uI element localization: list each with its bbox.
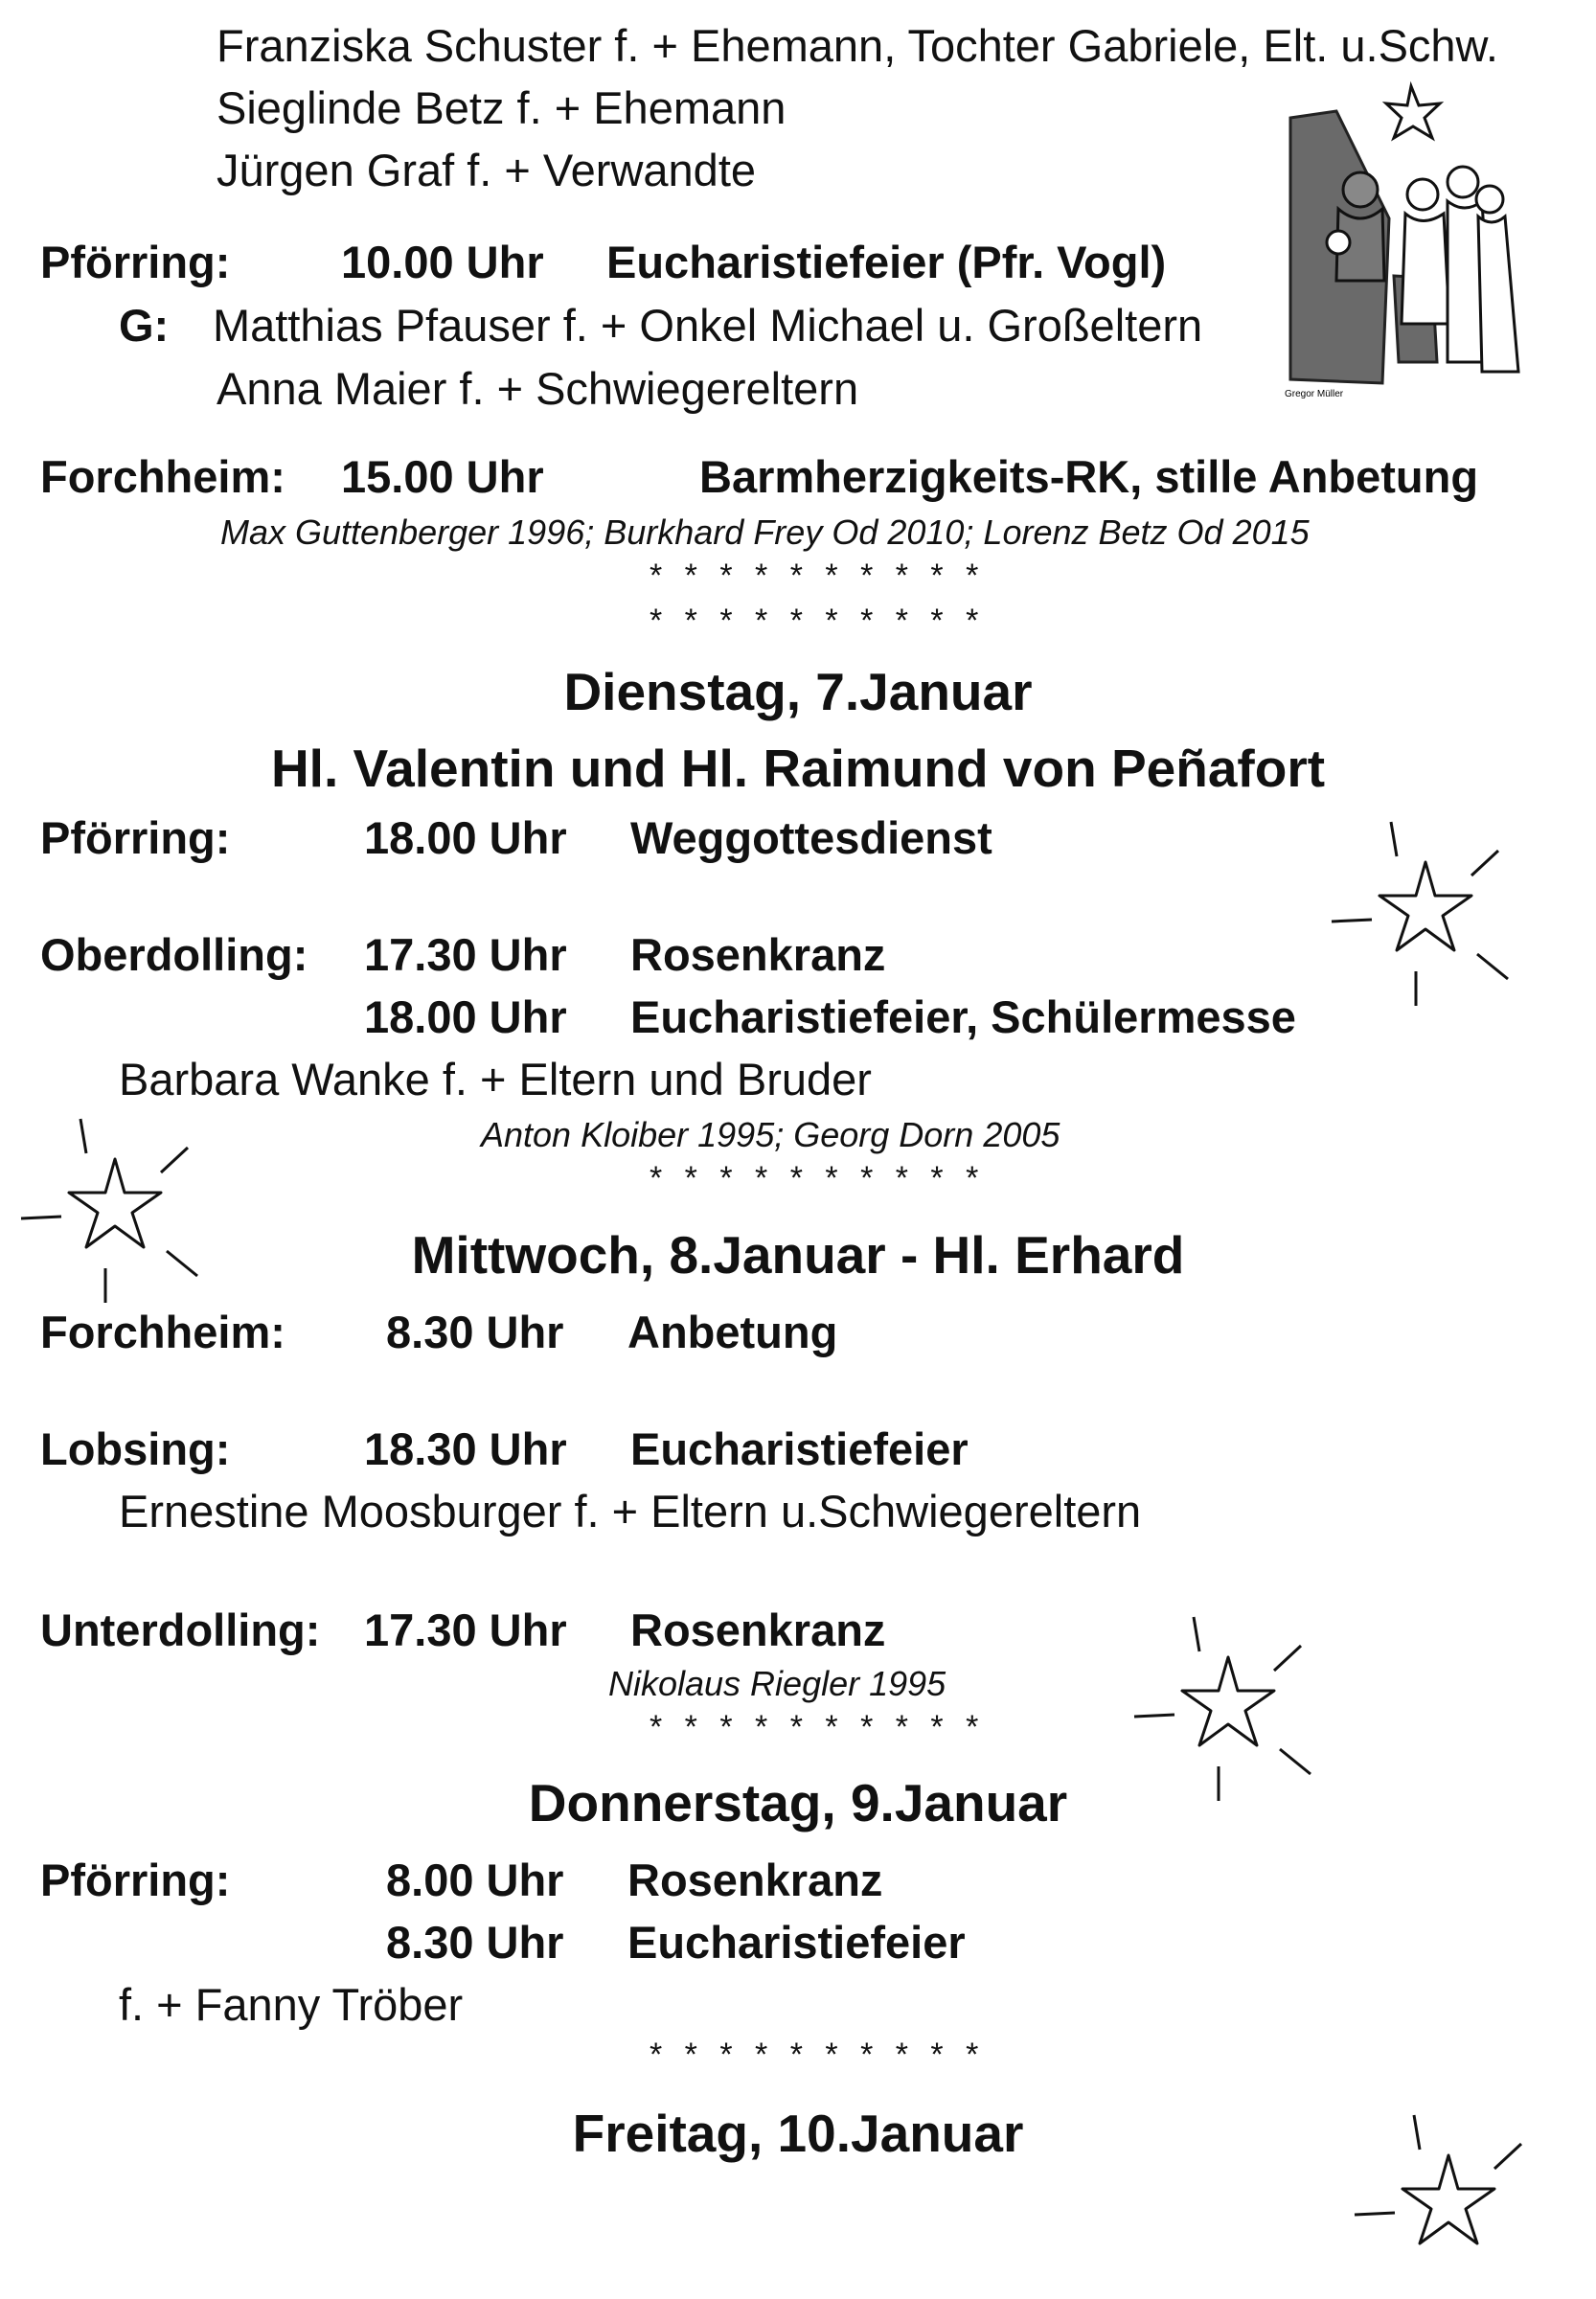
service-name: Eucharistiefeier (Pfr. Vogl) [606, 237, 1167, 287]
intention-line: Franziska Schuster f. + Ehemann, Tochter Gabriele, Elt. u.Schw. [217, 20, 1498, 71]
three-kings-illustration [1279, 75, 1547, 410]
intention-line: Anna Maier f. + Schwiegereltern [217, 363, 859, 414]
service-name: Eucharistiefeier, Schülermesse [630, 991, 1296, 1042]
service-time: 18.30 Uhr [364, 1423, 567, 1474]
place-label: Pförring: [40, 812, 231, 863]
intention-line: Barbara Wanke f. + Eltern und Bruder [119, 1054, 872, 1104]
place-label: Unterdolling: [40, 1605, 321, 1655]
place-label: Forchheim: [40, 1307, 285, 1357]
star-sparkle-icon [1132, 1609, 1314, 1801]
place-label: Pförring: [40, 237, 231, 287]
service-name: Eucharistiefeier [630, 1423, 969, 1474]
service-time: 10.00 Uhr [341, 237, 544, 287]
day-heading: Dienstag, 7.Januar [563, 662, 1033, 721]
star-sparkle-icon [1353, 2107, 1535, 2299]
day-heading: Mittwoch, 8.Januar - Hl. Erhard [411, 1225, 1185, 1285]
day-heading: Donnerstag, 9.Januar [528, 1773, 1068, 1832]
feast-heading: Hl. Valentin und Hl. Raimund von Peñafort [270, 739, 1326, 798]
service-time: 17.30 Uhr [364, 929, 567, 980]
separator: * * * * * * * * * * [650, 2037, 986, 2073]
service-name: Anbetung [627, 1307, 838, 1357]
place-label: Lobsing: [40, 1423, 231, 1474]
place-label: Forchheim: [40, 451, 285, 502]
service-time: 17.30 Uhr [364, 1605, 567, 1655]
service-time: 8.30 Uhr [386, 1917, 564, 1968]
intention-line: Ernestine Moosburger f. + Eltern u.Schwiegereltern [119, 1486, 1142, 1536]
place-label: Oberdolling: [40, 929, 308, 980]
g-label: G: [119, 300, 170, 351]
service-name: Rosenkranz [627, 1855, 883, 1905]
service-name: Eucharistiefeier [627, 1917, 966, 1968]
separator: * * * * * * * * * * [650, 1709, 986, 1745]
intention-line: Sieglinde Betz f. + Ehemann [217, 82, 787, 133]
memorial-note: Max Guttenberger 1996; Burkhard Frey Od 2010; Lorenz Betz Od 2015 [220, 512, 1310, 552]
service-name: Weggottesdienst [630, 812, 992, 863]
separator: * * * * * * * * * * [650, 1160, 986, 1196]
service-time: 18.00 Uhr [364, 991, 567, 1042]
service-name: Barmherzigkeits-RK, stille Anbetung [699, 451, 1479, 502]
separator: * * * * * * * * * * [650, 558, 986, 594]
separator: * * * * * * * * * * [650, 603, 986, 639]
star-sparkle-icon [19, 1111, 201, 1303]
service-time: 15.00 Uhr [341, 451, 544, 502]
intention-line: f. + Fanny Tröber [119, 1979, 464, 2030]
place-label: Pförring: [40, 1855, 231, 1905]
intention-line: Matthias Pfauser f. + Onkel Michael u. Großeltern [213, 300, 1203, 351]
memorial-note: Nikolaus Riegler 1995 [608, 1664, 946, 1703]
service-name: Rosenkranz [630, 929, 886, 980]
memorial-note: Anton Kloiber 1995; Georg Dorn 2005 [481, 1115, 1060, 1154]
service-time: 8.30 Uhr [386, 1307, 564, 1357]
star-sparkle-icon [1330, 814, 1512, 1006]
service-time: 18.00 Uhr [364, 812, 567, 863]
day-heading: Freitag, 10.Januar [572, 2104, 1024, 2163]
illustration-caption: Gregor Müller [1285, 389, 1344, 399]
service-time: 8.00 Uhr [386, 1855, 564, 1905]
service-name: Rosenkranz [630, 1605, 886, 1655]
intention-line: Jürgen Graf f. + Verwandte [217, 145, 757, 195]
